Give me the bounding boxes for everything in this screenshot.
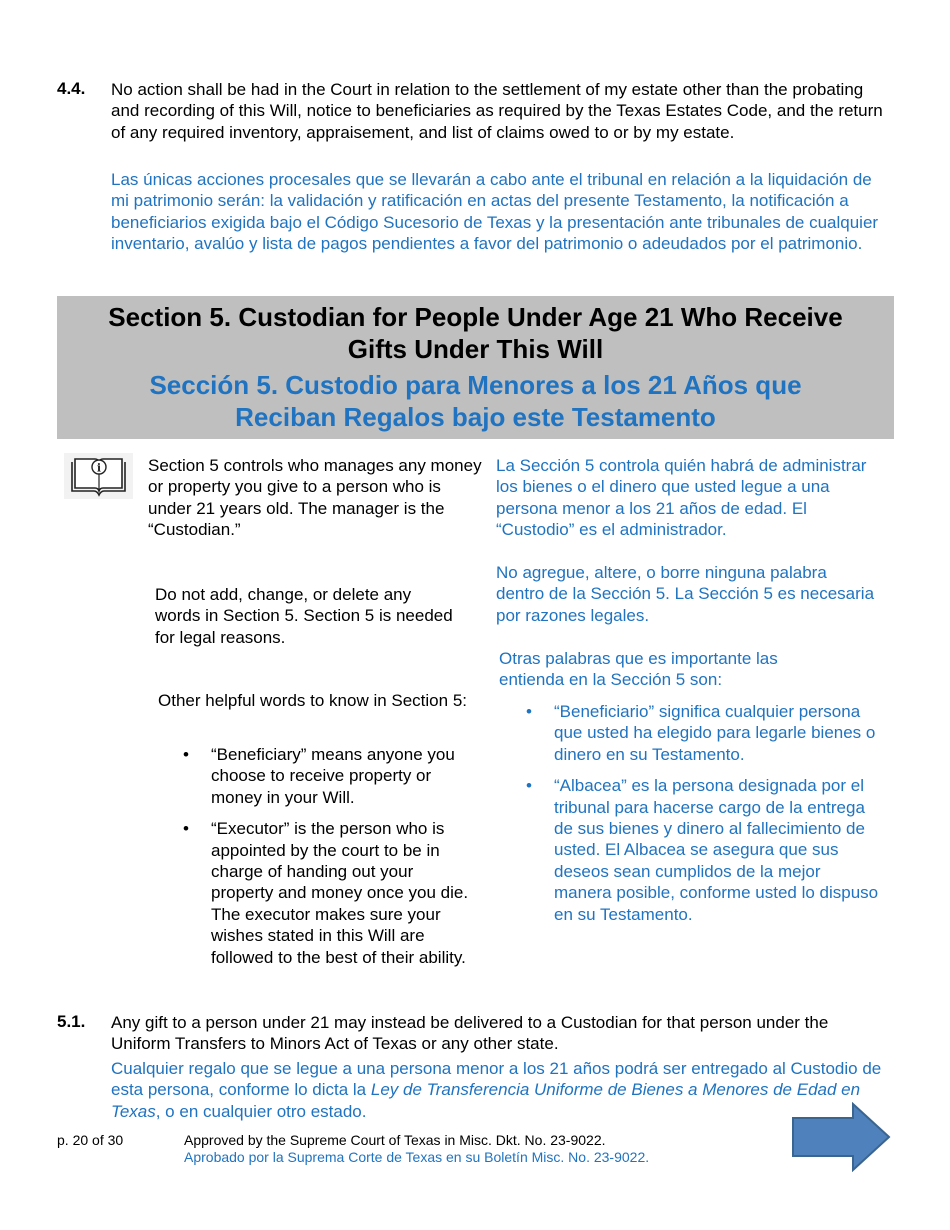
bullet: • bbox=[526, 776, 532, 796]
info-book-icon bbox=[64, 453, 133, 499]
list-item: • “Beneficiario” significa cualquier persona que usted ha elegido para legarle bienes o dinero en su Testamento. bbox=[526, 702, 876, 764]
section-5-1-spanish: Cualquier regalo que se legue a una persona menor a los 21 años podrá ser entregado al Custodio de esta persona, conforme lo dicta la Ley de Transferencia Uniforme de Bienes a Menores de Edad en Texas, o en cualquier otro estado. bbox=[111, 1059, 882, 1121]
approval-spanish: Aprobado por la Suprema Corte de Texas en su Boletín Misc. No. 23-9022. bbox=[184, 1149, 650, 1165]
info-bullets-english bbox=[158, 744, 478, 978]
list-item: • “Albacea” es la persona designada por el tribunal para hacerse cargo de la entrega de sus bienes y dinero al fallecimiento de usted. El Albacea se asegura que sus deseos sean cumplidos de la mejor manera posible, conforme usted lo dispuso en su Testamento. bbox=[526, 776, 879, 924]
next-page-arrow-icon[interactable] bbox=[790, 1102, 892, 1172]
approval-english: Approved by the Supreme Court of Texas in Misc. Dkt. No. 23-9022. bbox=[184, 1132, 606, 1148]
section-5-title-spanish: Sección 5. Custodio para Menores a los 21 Años que Reciban Regalos bajo este Testamento bbox=[149, 370, 802, 432]
page-number: p. 20 of 30 bbox=[57, 1132, 124, 1148]
svg-text:i: i bbox=[96, 461, 102, 475]
section-5-1-english: Any gift to a person under 21 may instead be delivered to a Custodian for that person under the Uniform Transfers to Minors Act of Texas or any other state. bbox=[111, 1013, 829, 1054]
bullet: • bbox=[183, 819, 189, 839]
section-4-4-spanish: Las únicas acciones procesales que se llevarán a cabo ante el tribunal en relación a la liquidación de mi patrimonio serán: la validación y ratificación en actas del presente Testamento, la notificación a beneficiarios exigida bajo el Código Sucesorio de Texas y la presentación ante tribunales de cualquier inventario, avalúo y lista de pagos pendientes a favor del patrimonio o adeudados por el patrimonio. bbox=[111, 170, 879, 254]
info-words-heading-english: Other helpful words to know in Section 5: bbox=[158, 691, 467, 710]
section-number-5-1: 5.1. bbox=[57, 1012, 86, 1031]
info-words-heading-spanish: Otras palabras que es importante las entienda en la Sección 5 son: bbox=[499, 649, 778, 690]
bullet: • bbox=[183, 745, 189, 764]
section-number-4-4: 4.4. bbox=[57, 79, 86, 98]
section-5-title-english: Section 5. Custodian for People Under Age 21 Who Receive Gifts Under This Will bbox=[108, 302, 843, 364]
info-no-change-english: Do not add, change, or delete any words in Section 5. Section 5 is needed for legal reasons. bbox=[155, 585, 453, 647]
info-intro-spanish: La Sección 5 controla quién habrá de administrar los bienes o el dinero que usted legue a una persona menor a los 21 años de edad. El “Custodio” es el administrador. bbox=[496, 456, 867, 540]
info-bullets-spanish bbox=[501, 701, 881, 935]
bullet: • bbox=[526, 702, 532, 721]
section-5-banner bbox=[57, 296, 894, 439]
info-no-change-spanish: No agregue, altere, o borre ninguna palabra dentro de la Sección 5. La Sección 5 es necesaria por razones legales. bbox=[496, 563, 875, 625]
list-item: • “Beneficiary” means anyone you choose to receive property or money in your Will. bbox=[183, 745, 455, 807]
section-4-4-english: No action shall be had in the Court in relation to the settlement of my estate other than the probating and recording of this Will, notice to beneficiaries as required by the Texas Estates Code, and the return of any required inventory, appraisement, and list of claims owed to or by my estate. bbox=[111, 80, 883, 142]
info-intro-english: Section 5 controls who manages any money or property you give to a person who is under 21 years old. The manager is the “Custodian.” bbox=[148, 456, 482, 540]
list-item: • “Executor” is the person who is appointed by the court to be in charge of handing out your property and money once you die. The executor makes sure your wishes stated in this Will are followed to the best of their ability. bbox=[183, 819, 469, 967]
